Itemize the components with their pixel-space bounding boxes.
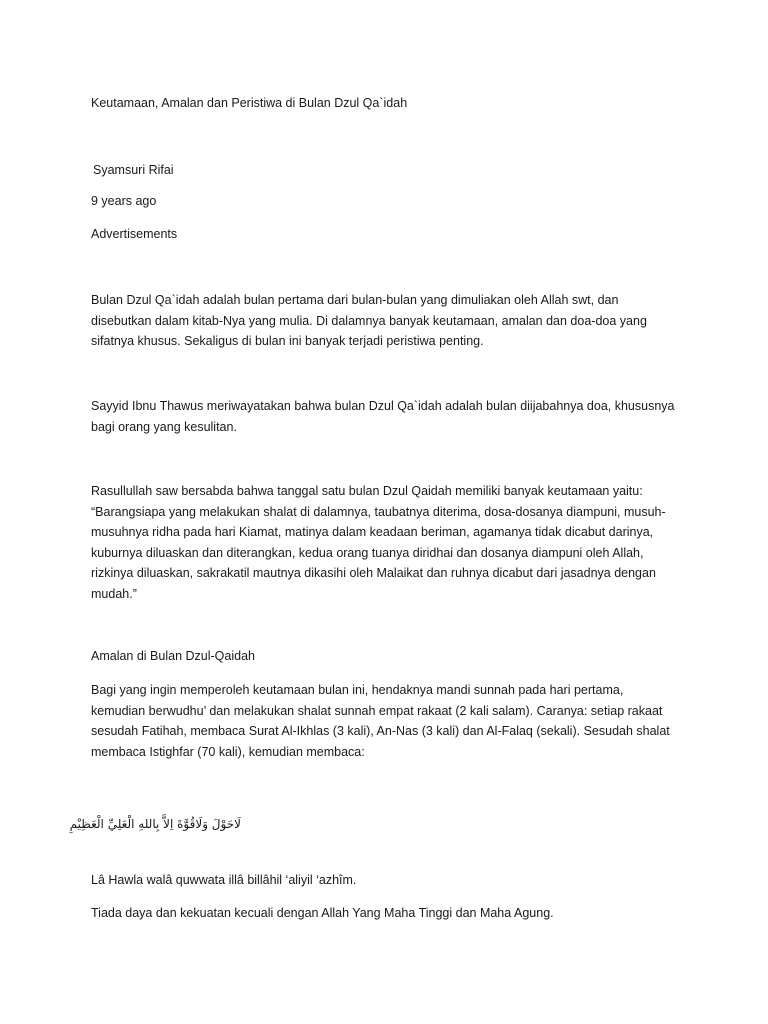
article-title: Keutamaan, Amalan dan Peristiwa di Bulan Dzul Qa`idah: [91, 96, 408, 110]
transliteration: Lâ Hawla walâ quwwata illâ billâhil ‘aliyil ‘azhîm.: [91, 873, 357, 887]
paragraph-line: membaca Istighfar (70 kali), kemudian membaca:: [91, 744, 365, 759]
paragraph-line: Bulan Dzul Qa`idah adalah bulan pertama dari bulan-bulan yang dimuliakan oleh Allah swt, dan: [91, 293, 619, 307]
paragraph-line: sesudah Fatihah, membaca Surat Al-Ikhlas (3 kali), An-Nas (3 kali) dan Al-Falaq (sekali). Sesudah shalat: [91, 724, 670, 738]
paragraph-line: sifatnya khusus. Sekaligus di bulan ini banyak terjadi peristiwa penting.: [91, 334, 484, 348]
paragraph-intro: [91, 290, 681, 352]
paragraph-line: “Barangsiapa yang melakukan shalat di dalamnya, taubatnya diterima, dosa-dosanya diampuni, musuh-: [91, 504, 666, 519]
author-name[interactable]: Syamsuri Rifai: [93, 163, 174, 177]
paragraph-hadith: [91, 481, 681, 604]
paragraph-line: rizkinya diluaskan, sakrakatil mautnya dikasihi oleh Malaikat dan ruhnya dicabut dari jasadnya dengan: [91, 566, 656, 580]
paragraph-line: Bagi yang ingin memperoleh keutamaan bulan ini, hendaknya mandi sunnah pada hari pertama,: [91, 683, 624, 697]
translation: Tiada daya dan kekuatan kecuali dengan Allah Yang Maha Tinggi dan Maha Agung.: [91, 906, 554, 920]
section-heading: Amalan di Bulan Dzul-Qaidah: [91, 649, 255, 663]
arabic-dhikr: لَاحَوْلَ وَلَاقُوَّةَ اِلاَّ بِاللهِ الْعَلِيِّ الْعَظِيْمِ: [69, 817, 241, 831]
paragraph-line: disebutkan dalam kitab-Nya yang mulia. Di dalamnya banyak keutamaan, amalan dan doa-doa yang: [91, 313, 647, 328]
paragraph-line: kuburnya diluaskan dan diterangkan, kedua orang tuanya diridhai dan dosanya diampuni oleh Allah,: [91, 545, 644, 560]
post-time: 9 years ago: [91, 194, 157, 208]
paragraph-line: Sayyid Ibnu Thawus meriwayatakan bahwa bulan Dzul Qa`idah adalah bulan diijabahnya doa, khususnya: [91, 399, 675, 413]
paragraph-line: kemudian berwudhu’ dan melakukan shalat sunnah empat rakaat (2 kali salam). Caranya: setiap rakaat: [91, 703, 663, 718]
advertisements-label: Advertisements: [91, 227, 178, 241]
paragraph-amalan: [91, 680, 681, 762]
paragraph-line: musuhnya ridha pada hari Kiamat, matinya dalam keadaan beriman, agamanya tidak dicabut darinya,: [91, 525, 654, 539]
paragraph-ibnu-thawus: [91, 396, 681, 437]
paragraph-line: Rasullullah saw bersabda bahwa tanggal satu bulan Dzul Qaidah memiliki banyak keutamaan yaitu:: [91, 484, 643, 498]
paragraph-line: bagi orang yang kesulitan.: [91, 419, 237, 434]
paragraph-line: mudah.”: [91, 586, 137, 601]
